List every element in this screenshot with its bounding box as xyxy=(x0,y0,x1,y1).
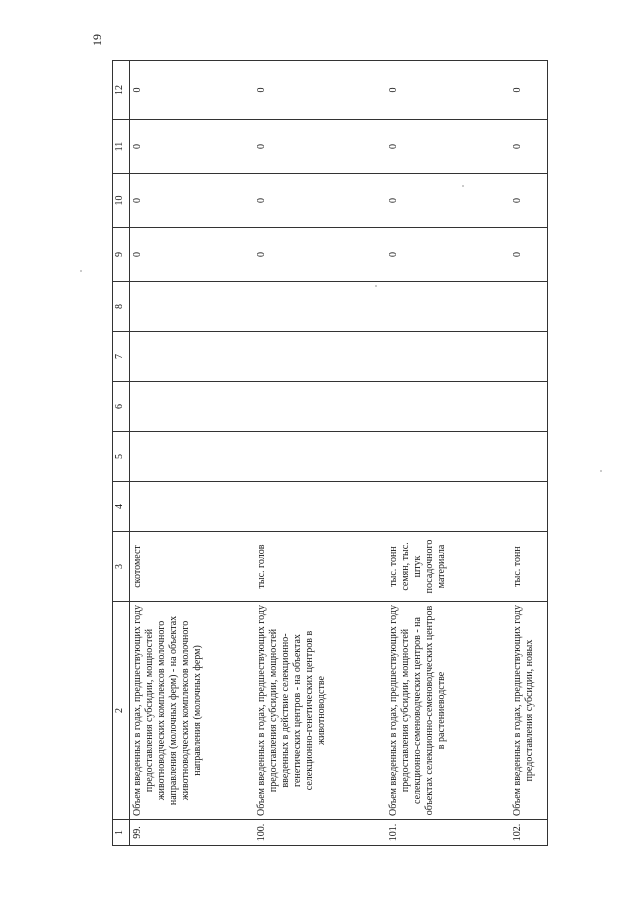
row-number: 100. xyxy=(254,820,386,846)
value-cell: 0 xyxy=(254,120,386,174)
value-cell xyxy=(130,432,254,482)
unit-cell: тыс. тонн семян, тыс. штук посадочного материала xyxy=(386,532,510,602)
table-row xyxy=(386,61,510,846)
value-cell: 0 xyxy=(386,61,510,120)
value-cell: 0 xyxy=(510,174,548,228)
value-cell xyxy=(254,382,386,432)
indicator-name: Объем введенных в годах, предшествующих году предоставления субсидии, мощностей селекционно-семеноводческих центров - на объектах селекционно-семеноводческих центров в растениеводстве xyxy=(386,602,510,820)
row-number: 101. xyxy=(386,820,510,846)
value-cell xyxy=(510,482,548,532)
indicator-name: Объем введенных в годах, предшествующих году предоставления субсидии, мощностей введенных в действие селекционно-генетических центров - на объектах селекционно-генетических центров в животноводстве xyxy=(254,602,386,820)
unit-cell: тыс. голов xyxy=(254,532,386,602)
value-cell xyxy=(510,432,548,482)
column-header: 2 xyxy=(113,602,130,820)
value-cell: 0 xyxy=(386,120,510,174)
value-cell: 0 xyxy=(386,174,510,228)
value-cell xyxy=(130,382,254,432)
table-row xyxy=(130,61,254,846)
value-cell: 0 xyxy=(130,120,254,174)
value-cell: 0 xyxy=(130,228,254,282)
column-header: 1 xyxy=(113,820,130,846)
value-cell: 0 xyxy=(510,61,548,120)
column-header: 4 xyxy=(113,482,130,532)
table-header-row xyxy=(113,61,130,846)
value-cell xyxy=(386,332,510,382)
value-cell: 0 xyxy=(254,228,386,282)
indicator-name: Объем введенных в годах, предшествующих году предоставления субсидии, новых xyxy=(510,602,548,820)
value-cell: 0 xyxy=(254,174,386,228)
scan-speck xyxy=(80,270,82,272)
value-cell xyxy=(130,332,254,382)
value-cell: 0 xyxy=(130,174,254,228)
column-header: 8 xyxy=(113,282,130,332)
value-cell xyxy=(510,382,548,432)
value-cell xyxy=(386,482,510,532)
scan-speck xyxy=(600,470,602,472)
value-cell xyxy=(254,432,386,482)
indicator-name: Объем введенных в годах, предшествующих году предоставления субсидии, мощностей животноводческих комплексов молочного направления (молочных ферм) - на объектах животноводческих комплексов молочного направления (молочных ферм) xyxy=(130,602,254,820)
page-number: 19 xyxy=(90,34,104,46)
value-cell: 0 xyxy=(386,228,510,282)
column-header: 9 xyxy=(113,228,130,282)
unit-cell: тыс. тонн xyxy=(510,532,548,602)
scan-speck xyxy=(462,185,464,187)
table-row xyxy=(254,61,386,846)
value-cell xyxy=(386,282,510,332)
value-cell xyxy=(254,282,386,332)
table-row xyxy=(510,61,548,846)
indicator-table xyxy=(112,60,548,846)
value-cell: 0 xyxy=(510,228,548,282)
value-cell xyxy=(510,332,548,382)
value-cell xyxy=(254,482,386,532)
value-cell xyxy=(386,432,510,482)
value-cell xyxy=(386,382,510,432)
row-number: 99. xyxy=(130,820,254,846)
value-cell: 0 xyxy=(254,61,386,120)
column-header: 12 xyxy=(113,61,130,120)
column-header: 5 xyxy=(113,432,130,482)
column-header: 11 xyxy=(113,120,130,174)
column-header: 6 xyxy=(113,382,130,432)
value-cell: 0 xyxy=(130,61,254,120)
value-cell xyxy=(130,482,254,532)
value-cell xyxy=(130,282,254,332)
column-header: 7 xyxy=(113,332,130,382)
column-header: 3 xyxy=(113,532,130,602)
row-number: 102. xyxy=(510,820,548,846)
value-cell xyxy=(510,282,548,332)
value-cell xyxy=(254,332,386,382)
column-header: 10 xyxy=(113,174,130,228)
value-cell: 0 xyxy=(510,120,548,174)
unit-cell: скотомест xyxy=(130,532,254,602)
scan-speck xyxy=(375,285,377,287)
